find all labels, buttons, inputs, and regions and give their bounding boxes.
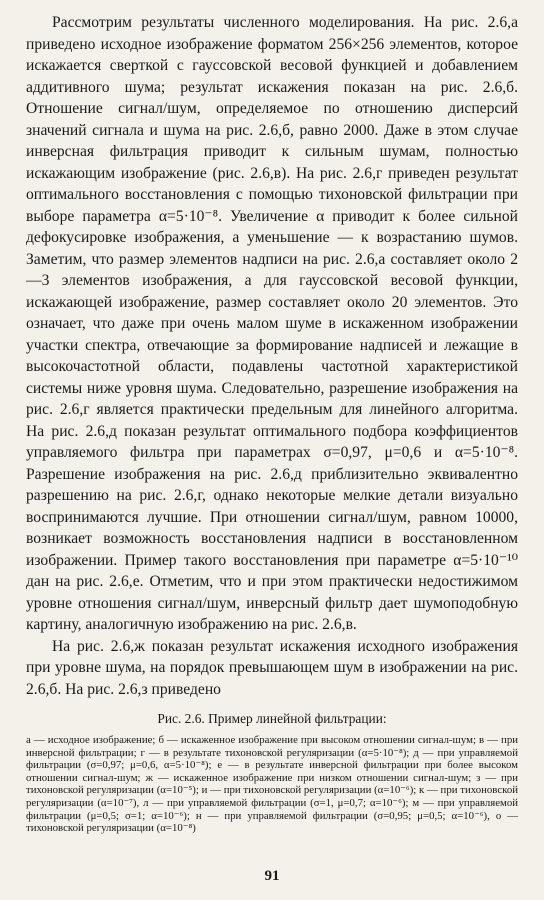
paragraph-1: Рассмотрим результаты численного моделирования. На рис. 2.6,а приведено исходное изображение форматом 256×256 элементов, которое искажается сверткой с гауссовской весовой функцией и добавлением аддитивного шума; результат искажения показан на рис. 2.6,б. Отношение сигнал/шум, определяемое по отношению дисперсий значений сигнала и шума на рис. 2.6,б, равно 2000. Даже в этом случае инверсная фильтрация приводит к сильным шумам, полностью искажающим изображение (рис. 2.6,в). На рис. 2.6,г приведен результат оптимального восстановления с помощью тихоновской фильтрации при выборе параметра α=5·10⁻⁸. Увеличение α приводит к более сильной дефокусировке изображения, а уменьшение — к возрастанию шумов. Заметим, что размер элементов надписи на рис. 2.6,а составляет около 2—3 элементов изображения, а для гауссовской весовой функции, искажающей изображение, размер составляет около 20 элементов. Это означает, что даже при очень малом шуме в искаженном изображении участки спектра, отвечающие за формирование надписей и лежащие в высокочастотной области, подавлены частотной характеристикой системы ниже уровня шума. Следовательно, разрешение изображения на рис. 2.6,г является практически предельным для линейного алгоритма. На рис. 2.6,д показан результат оптимального подбора коэффициентов управляемого фильтра при параметрах σ=0,97, μ=0,6 и α=5·10⁻⁸. Разрешение изображения на рис. 2.6,д приблизительно эквивалентно разрешению на рис. 2.6,г, однако некоторые мелкие детали визуально воспринимаются лучшие. При отношении сигнал/шум, равном 10000, возникает возможность восстановления надписи в восстановленном изображении. Пример такого восстановления при параметре α=5·10⁻¹⁰ дан на рис. 2.6,е. Отметим, что и при этом практически недостижимом уровне отношения сигнал/шум, инверсный фильтр дает шумоподобную картину, аналогичную изображению на рис. 2.6,в. [26,14,518,633]
main-text [26,12,518,700]
page-number: 91 [264,868,280,884]
figure-caption: Рис. 2.6. Пример линейной фильтрации: [157,711,387,726]
paragraph-2: На рис. 2.6,ж показан результат искажения исходного изображения при уровне шума, на порядок превышающем шум в изображении на рис. 2.6,б. На рис. 2.6,з приведено [26,637,518,698]
figure-legend: а — исходное изображение; б — искаженное изображение при высоком отношении сигнал-шум; в — при инверсной фильтрации; г — в результате тихоновской регуляризации (α=5·10⁻⁸); д — при управляемой фильтрации (σ=0,97; μ=0,6, α=5·10⁻⁸); е — в результате инверсной фильтрации при более высоком отношении сигнал-шум; ж — искаженное изображение при низком отношении сигнал-шум; з — при тихоновской регуляризации (α=10⁻⁵); и — при тихоновской регуляризации (α=10⁻⁶); к — при тихоновской регуляризации (α=10⁻⁷), л — при управляемой фильтрации (σ=1, μ=0,7; α=10⁻⁶); м — при управляемой фильтрации (μ=0,5; σ=1; α=10⁻⁶); н — при управляемой фильтрации (σ=0,95; μ=0,5; α=10⁻⁶), о — тихоновской регуляризации (α=10⁻⁸) [26,734,518,835]
